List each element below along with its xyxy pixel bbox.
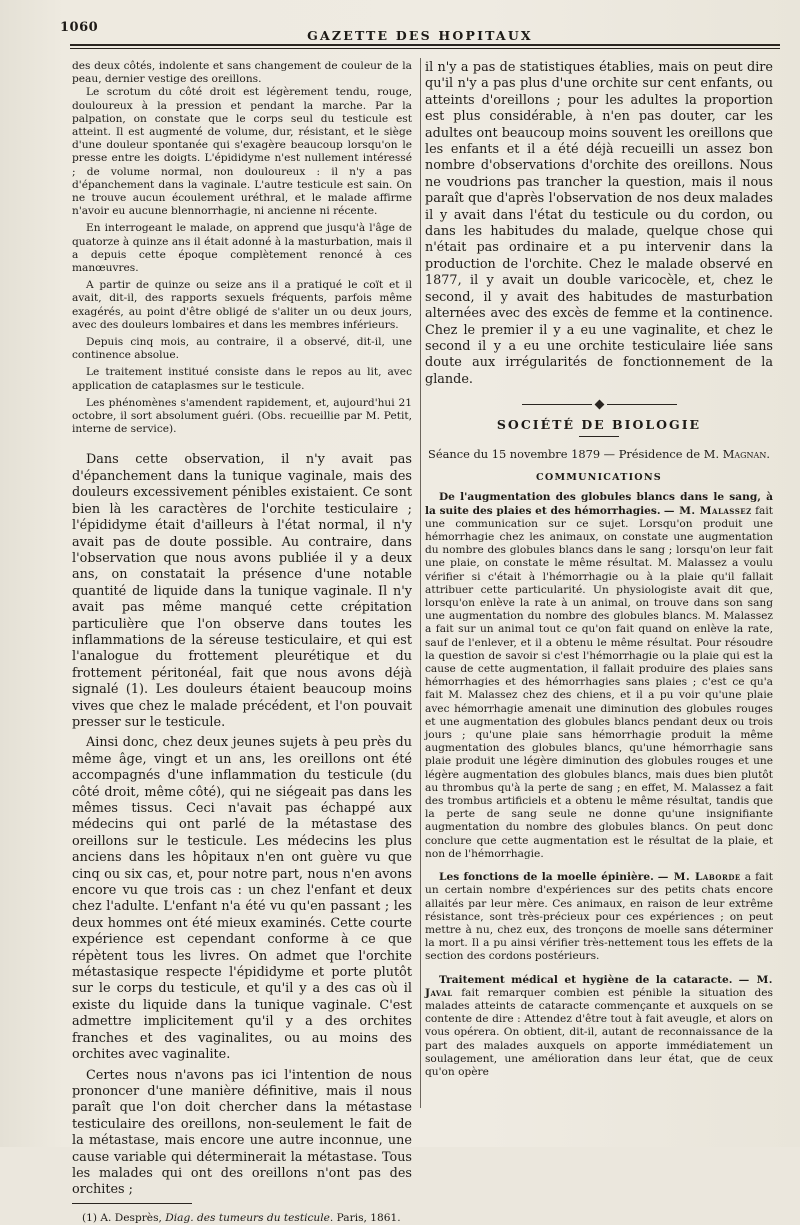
left-column xyxy=(72,60,412,1225)
commentary-continuation xyxy=(425,60,773,388)
article-spinal-cord xyxy=(425,871,773,963)
left-paragraph-6: Le traitement institué consiste dans le repos au lit, avec application de cataplasmes sur le testicule. xyxy=(72,366,412,392)
session-president: Magnan. xyxy=(722,447,770,462)
page-header xyxy=(60,16,780,46)
observation-block xyxy=(72,60,412,436)
footnote-tail: Paris, 1861. xyxy=(336,1211,401,1224)
article-2-author: — M. Laborde xyxy=(657,871,741,884)
footnote-rule xyxy=(72,1203,192,1204)
left-paragraph-7: Les phénomènes s'amendent rapidement, et, aujourd'hui 21 octobre, il sort absolument guéri. (Obs. recueillie par M. Petit, interne de service). xyxy=(72,396,412,436)
left-paragraph-1: des deux côtés, indolente et sans changement de couleur de la peau, dernier vestige des oreillons. xyxy=(72,60,412,86)
article-2-title: Les fonctions de la moelle épinière. xyxy=(439,871,654,884)
header-rule-thin xyxy=(70,48,780,49)
session-line xyxy=(425,447,773,461)
footnote-ref: (1) A. Desprès, xyxy=(82,1211,162,1224)
section-rule xyxy=(579,436,619,437)
left-paragraph-2: Le scrotum du côté droit est légèrement tendu, rouge, douloureux à la pression et pendant la marche. Par la palpation, on constate que le corps seul du testicule est atteint. Il est augmenté de volume, dur, résistant, et le siège d'une douleur spontanée qui s'exagère beaucoup lorsqu'on le presse entre les doigts. L'épididyme n'est nullement intéressé ; de volume normal, non douloureux : il n'y a pas d'épanchement dans la vaginale. L'autre testicule est sain. On ne trouve aucun écoulement uréthral, et le malade affirme n'avoir eu aucune blennorrhagie, ni ancienne ni récente. xyxy=(72,86,412,218)
article-3-author: — M. Javal xyxy=(425,973,773,999)
session-date: Séance du 15 novembre 1879 — Présidence de M. xyxy=(428,447,720,462)
article-1-author: — M. Malassez xyxy=(663,504,752,517)
article-2-text: a fait un certain nombre d'expériences sur des petits chats encore allaités par leur mère. Ces animaux, en raison de leur extrême résistance, sont très-précieux pour ces expériences ; on peut mettre à nu, chez eux, des tronçons de moelle sans déterminer la mort. Il a pu ainsi vérifier très-nettement tous les effets de la section des cordons postérieurs. xyxy=(425,871,773,963)
footnote-title: Diag. des tumeurs du testicule. xyxy=(165,1211,334,1224)
left-paragraph-8: Dans cette observation, il n'y avait pas d'épanchement dans la tunique vaginale, mais des douleurs excessivement pénibles existaient. Ce sont bien là les caractères de l'orchite testiculaire ; l'épididyme était d'ailleurs à l'état normal, il n'y avait pas de doute possible. Au contraire, dans l'observation que nous avons publiée il y a deux ans, on constatait la présence d'une notable quantité de liquide dans la tunique vaginale. Il n'y avait pas même manqué cette crépitation particulière que l'on observe dans toutes les inflammations de la séreuse testiculaire, et qui est l'analogue du frottement pleurétique et du frottement péritonéal, fait que nous avons déjà signalé (1). Les douleurs étaient beaucoup moins vives que chez le malade précédent, et l'on pouvait presser sur le testicule. xyxy=(72,452,412,730)
section-ornament xyxy=(425,398,773,410)
column-divider xyxy=(420,58,421,1108)
article-3-text: fait remarquer combien est pénible la situation des malades atteints de cataracte commençante et auxquels on se contente de dire : Attendez d'être tout à fait aveugle, et alors on vous opérera. On obtient, dit-il, autant de reconnaissance de la part des malades auxquels on apporte immédiatement un soulagement, une amélioration dans leur état, que de ceux qu'on opère xyxy=(425,986,773,1078)
article-white-cells xyxy=(425,491,773,861)
header-rule xyxy=(70,44,780,46)
biology-articles xyxy=(425,491,773,1079)
article-1-text: fait une communication sur ce sujet. Lorsqu'on produit une hémorrhagie chez les animaux, on constate une augmentation du nombre des globules blancs dans le sang ; lorsqu'on leur fait une plaie, on constate le même résultat. M. Malassez a voulu vérifier si c'était à l'hémorrhagie ou à la plaie qu'il fallait attribuer cette particularité. Un physiologiste avait dit que, lorsqu'on enlève la rate à un animal, on trouve dans son sang une augmentation du nombre des globules blancs. M. Malassez a fait sur un animal tout ce qu'on fait quand on enlève la rate, sauf de l'enlever, et il a obtenu le même résultat. Pour résoudre la question de savoir si c'est l'hémorrhagie ou la plaie qui est la cause de cette augmentation, il fallait produire des plaies sans hémorrhagies et des hémorrhagies sans plaies ; c'est ce qu'a fait M. Malassez chez des chiens, et il a pu voir qu'une plaie avec hémorrhagie amenait une diminution des globules rouges et une augmentation des globules blancs pendant deux ou trois jours ; qu'une plaie sans hémorrhagie produit la même augmentation des globules blancs, qu'une hémorrhagie sans plaie produit une légère diminution des globules rouges et une légère augmentation des globules blancs, mais dues bien plutôt au thrombus qu'à la perte de sang ; en effet, M. Malassez a fait des trombus artificiels et a obtenu le même résultat, tandis que la perte de sang seule ne donne qu'une insignifiante augmentation du nombre des globules blancs. On peut donc conclure que cette augmentation est le résultat de la plaie, et non de l'hémorrhagie. xyxy=(425,504,773,860)
page-number: 1060 xyxy=(60,20,99,35)
right-paragraph-1: il n'y a pas de statistiques établies, mais on peut dire qu'il n'y a pas plus d'une orchite sur cent enfants, ou atteints d'oreillons ; pour les adultes la proportion est plus considérable, à n'en pas douter, car les adultes ont beaucoup moins souvent les oreillons que les enfants et il a été déjà recueilli un assez bon nombre d'observations d'orchite des oreillons. Nous ne voudrions pas trancher la question, mais il nous paraît que d'après l'observation de nos deux malades il y avait dans l'état du testicule ou du cordon, ou dans les habitudes du malade, quelque chose qui n'était pas ordinaire et a pu intervenir dans la production de l'orchite. Chez le malade observé en 1877, il y avait un double varicocèle, et, chez le second, il y avait des habitudes de masturbation alternées avec des excès de femme et la continence. Chez le premier il y a eu une vaginalite, et chez le second il y a eu une orchite testiculaire liée sans doute aux irrégularités de fonctionnement de la glande. xyxy=(425,60,773,387)
footnote xyxy=(72,1212,412,1225)
journal-title: GAZETTE DES HOPITAUX xyxy=(307,28,533,43)
commentary-block xyxy=(72,452,412,1198)
communications-heading: COMMUNICATIONS xyxy=(536,472,662,484)
article-3-title: Traitement médical et hygiène de la cataracte. xyxy=(439,973,733,986)
section-title: SOCIÉTÉ DE BIOLOGIE xyxy=(496,417,702,433)
left-paragraph-3: En interrogeant le malade, on apprend que jusqu'à l'âge de quatorze à quinze ans il était adonné à la masturbation, mais il a depuis cette époque complètement renoncé à ces manœuvres. xyxy=(72,222,412,275)
article-cataract xyxy=(425,974,773,1080)
right-column xyxy=(425,60,773,1079)
left-paragraph-9: Ainsi donc, chez deux jeunes sujets à peu près du même âge, vingt et un ans, les oreillons ont été accompagnés d'une inflammation du testicule (du côté droit, même côté), qui ne siégeait pas dans les mêmes tissus. Ceci n'avait pas échappé aux médecins qui ont parlé de la métastase des oreillons sur le testicule. Les médecins les plus anciens dans les hôpitaux n'en ont guère vu que cinq ou six cas, et, pour notre part, nous n'en avons encore vu que trois cas : un chez l'enfant et deux chez l'adulte. L'enfant n'a été vu qu'en passant ; les deux hommes ont été mieux examinés. Cette courte expérience est cependant conforme à ce que répètent tous les livres. On admet que l'orchite métastasique respecte l'épididyme et porte plutôt sur le corps du testicule, et qu'il y a des cas où il existe du liquide dans la tunique vaginale. C'est admettre implicitement qu'il y a des orchites franches et des vaginalites, ou au moins des orchites avec vaginalite. xyxy=(72,735,412,1063)
article-1-title: De l'augmentation des globules blancs dans le sang, à la suite des plaies et des hémorrhagies. xyxy=(425,491,773,517)
left-paragraph-5: Depuis cinq mois, au contraire, il a observé, dit-il, une continence absolue. xyxy=(72,336,412,362)
left-paragraph-4: A partir de quinze ou seize ans il a pratiqué le coït et il avait, dit-il, des rapports sexuels fréquents, parfois même exagérés, au point d'être obligé de s'aliter un ou deux jours, avec des douleurs lombaires et dans les membres inférieurs. xyxy=(72,279,412,331)
left-paragraph-10: Certes nous n'avons pas ici l'intention de nous prononcer d'une manière définitive, mais il nous paraît que l'on doit chercher dans la métastase testiculaire des oreillons, non-seulement le fait de la métastase, mais encore une autre inconnue, une cause variable qui déterminerait la métastase. Tous les malades qui ont des oreillons n'ont pas des orchites ; xyxy=(72,1067,412,1198)
